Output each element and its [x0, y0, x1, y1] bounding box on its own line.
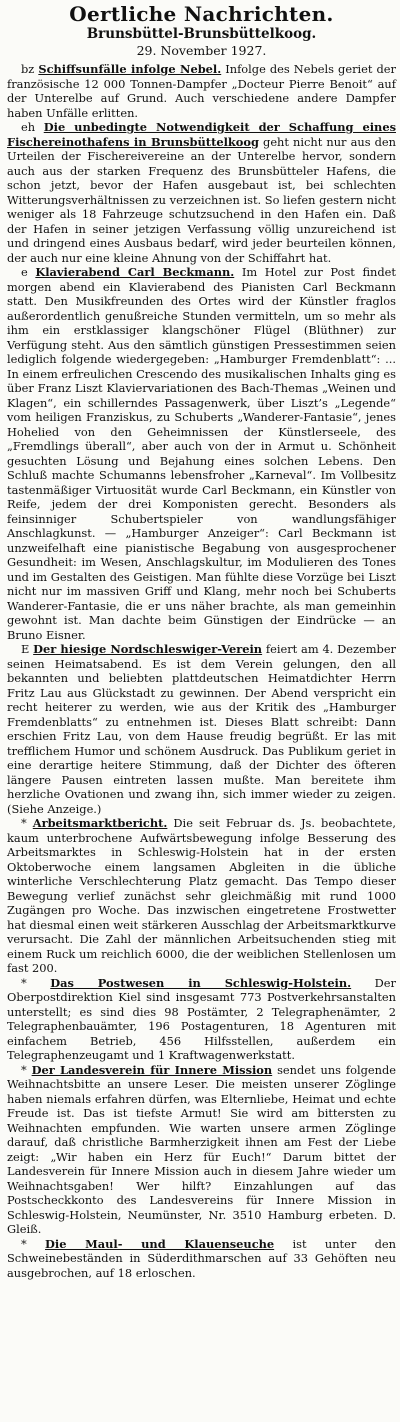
- article-body: Infolge des Nebels geriet der französische 12 000 Tonnen-Dampfer „Docteur Pierre Benoit“ auf der Unterelbe auf Grund. Auch verschiedene andere Dampfer haben Unfälle erlitten.: [7, 62, 396, 120]
- article-fishing-harbor: [7, 120, 396, 265]
- article-headline: Schiffsunfälle infolge Nebel.: [38, 62, 222, 76]
- article-nordschleswiger-verein: [7, 642, 396, 816]
- article-tag: *: [21, 1236, 27, 1251]
- article-tag: *: [21, 1062, 27, 1077]
- article-tag: eh: [21, 120, 36, 134]
- article-headline: Klavierabend Carl Beckmann.: [35, 265, 235, 279]
- article-body: Im Hotel zur Post findet morgen abend ein Klavierabend des Pianisten Carl Beckmann statt. Den Musikfreunden des Ortes wird der Künstler fraglos außerordentlich genußreiche Stunden vermitteln, um so mehr als ihm ein erstklassiger klangschöner Flügel (Blüthner) zur Verfügung steht. Aus den sämtlich günstigen Pressestimmen seien lediglich folgende wiedergegeben: „Hamburger Fremdenblatt“: ... In einem erfreulichen Crescendo des musikalischen Inhalts ging es über Franz Liszt Klaviervariationen des Bach-Themas „Weinen und Klagen“, ein schillerndes Passagenwerk, über Liszt’s „Legende“ vom heiligen Franziskus, zu Schuberts „Wanderer-Fantasie“, jenes Hohelied von den Geheimnissen der Künstlerseele, des „Fremdlings überall“, aber auch von der in Armut u. Schönheit gesuchten Lösung und Bejahung eines solchen Lebens. Den Schluß machte Schumanns lebensfroher „Karneval“. Im Vollbesitz tastenmäßiger Virtuosität wurde Carl Beckmann, ein Künstler von Reife, jedem der drei Komponisten gerecht. Besonders als feinsinniger Schubertspieler von wandlungsfähiger Anschlagkunst. — „Hamburger Anzeiger“: Carl Beckmann ist unzweifelhaft eine pianistische Begabung von ausgesprochener Gesundheit: im Wesen, Anschlagskultur, im Modulieren des Tones und im Gestalten des Geistigen. Man fühlte diese Vorzüge bei Liszt nicht nur im massiven Griff und Klang, mehr noch bei Schuberts Wanderer-Fantasie, die er uns näher brachte, als man gemeinhin gewohnt ist. Man dachte beim Günstigen der Eindrücke — an Bruno Eisner.: [7, 265, 396, 642]
- article-body: Die seit Februar ds. Js. beobachtete, kaum unterbrochene Aufwärtsbewegung infolge Besserung des Arbeitsmarktes in Schleswig-Holstein hat in der ersten Oktoberwoche einem langsamen Abgleiten in die übliche winterliche Verschlechterung Platz gemacht. Das Tempo dieser Bewegung verlief zunächst sehr gleichmäßig mit rund 1000 Zugängen pro Woche. Das inzwischen eingetretene Frostwetter hat diesmal einen weit stärkeren Ausschlag der Arbeitsmarktkurve verursacht. Die Zahl der männlichen Arbeitsuchenden stieg mit einem Ruck um reichlich 6000, die der weiblichen Stellenlosen um fast 200.: [7, 816, 396, 975]
- article-inner-mission: [7, 1063, 396, 1237]
- article-headline: Die unbedingte Notwendigkeit der Schaffung eines Fischereinothafens in Brunsbüttelkoog: [7, 120, 396, 149]
- article-headline: Die Maul- und Klauenseuche: [45, 1236, 275, 1251]
- section-title: Oertliche Nachrichten.: [69, 2, 334, 26]
- article-headline: Der Landesverein für Innere Mission: [31, 1062, 273, 1077]
- article-headline: Der hiesige Nordschleswiger-Verein: [33, 642, 263, 656]
- article-foot-and-mouth: [7, 1237, 396, 1281]
- article-postal-service: [7, 976, 396, 1063]
- article-tag: E: [21, 642, 30, 656]
- article-tag: *: [21, 975, 27, 990]
- article-tag: e: [21, 265, 28, 279]
- place-heading: Brunsbüttel-Brunsbüttelkoog.: [86, 26, 317, 42]
- article-body: geht nicht nur aus den Urteilen der Fischereivereine an der Unterelbe hervor, sondern auch aus der starken Frequenz des Brunsbütteler Hafens, die schon jetzt, bevor der Hafen ausgebaut ist, bei schlechten Witterungsverhältnissen zu verzeichnen ist. So liefen gestern nicht weniger als 18 Fahrzeuge schutzsuchend in den Hafen ein. Daß der Hafen in seiner jetzigen Verfassung völlig unzureichend ist und dringend eines Ausbaus bedarf, wird jeder beurteilen können, der auch nur eine kleine Ahnung von der Schiffahrt hat.: [7, 134, 396, 265]
- article-piano-recital: [7, 265, 396, 642]
- article-body: ist unter den Schweinebeständen in Süderdithmarschen auf 33 Gehöften neu ausgebrochen, auf 18 erloschen.: [7, 1236, 397, 1280]
- article-labor-market: [7, 816, 396, 976]
- article-body: sendet uns folgende Weihnachtsbitte an unsere Leser. Die meisten unserer Zöglinge haben niemals erfahren dürfen, was Elternliebe, Heimat und echte Freude ist. Das ist tiefste Armut! Sie wird am bittersten zu Weihnachten empfunden. Wie warten unsere armen Zöglinge darauf, daß christliche Barmherzigkeit ihnen am Fest der Liebe zeigt: „Wir haben ein Herz für Euch!“ Darum bittet der Landesverein für Innere Mission auch in diesem Jahre wieder um Weihnachtsgaben! Wer hilft? Einzahlungen auf das Postscheckkonto des Landesvereins für Innere Mission in Schleswig-Holstein, Neumünster, Nr. 3510 Hamburg erbeten. D. Gleiß.: [7, 1062, 397, 1236]
- article-tag: *: [21, 816, 27, 830]
- masthead: [7, 2, 396, 59]
- article-body: Der Oberpostdirektion Kiel sind insgesamt 773 Postverkehrsanstalten unterstellt; es sind dies 98 Postämter, 2 Telegraphenämter, 2 Telegraphenbauämter, 196 Postagenturen, 18 Agenturen mit einfachem Betrieb, 456 Hilfsstellen, außerdem ein Telegraphenzeugamt und 1 Kraftwagenwerkstatt.: [7, 975, 396, 1062]
- article-ship-accidents: [7, 62, 396, 120]
- article-tag: bz: [21, 62, 35, 76]
- article-body: feiert am 4. Dezember seinen Heimatsabend. Es ist dem Verein gelungen, den all bekannten und beliebten plattdeutschen Heimatdichter Herrn Fritz Lau aus Glückstadt zu gewinnen. Der Abend verspricht ein recht heiterer zu werden, wie aus der Kritik des „Hamburger Fremdenblatts“ zu entnehmen ist. Dieses Blatt schreibt: Dann erschien Fritz Lau, von dem Hause freudig begrüßt. Er las mit trefflichem Humor und schönem Ausdruck. Das Publikum geriet in eine derartige heitere Stimmung, daß der Dichter des öfteren längere Pausen eintreten lassen mußte. Man bereitete ihm herzliche Ovationen und zwang ihn, sich immer wieder zu zeigen. (Siehe Anzeige.): [7, 642, 396, 816]
- article-headline: Das Postwesen in Schleswig-Holstein.: [50, 975, 352, 990]
- article-headline: Arbeitsmarktbericht.: [32, 816, 168, 830]
- dateline: 29. November 1927.: [136, 43, 267, 58]
